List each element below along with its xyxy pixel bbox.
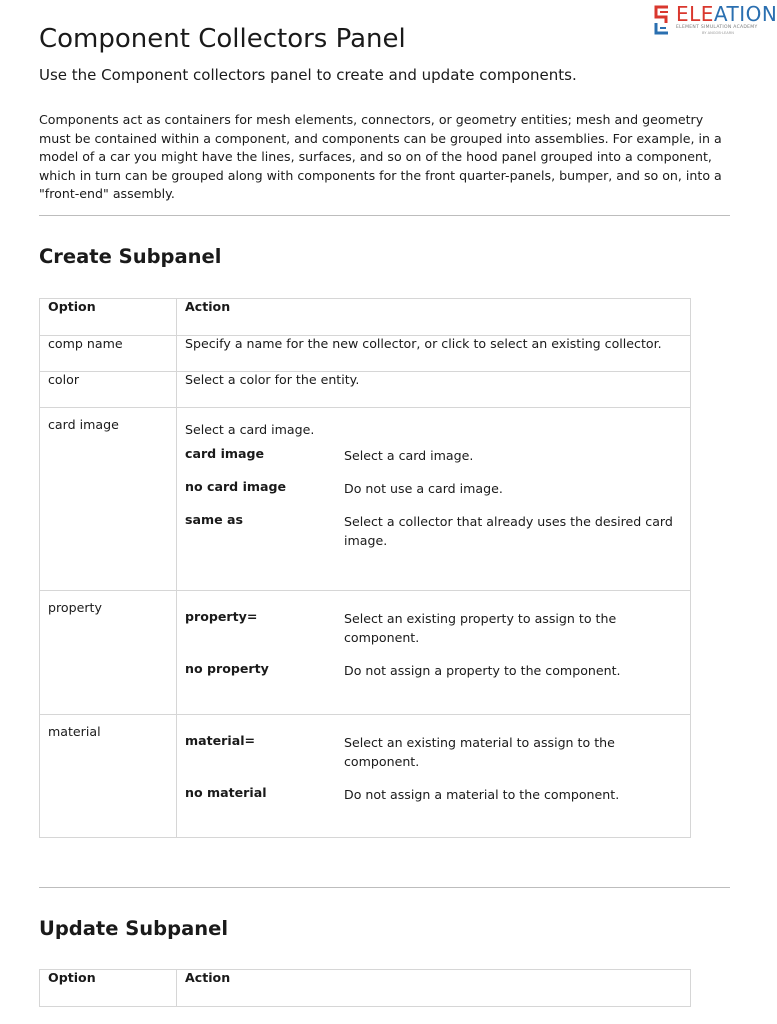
create-options-table [39, 298, 691, 838]
section-divider [39, 215, 730, 216]
page-title: Component Collectors Panel [39, 24, 406, 54]
option-cell: color [40, 372, 177, 408]
option-cell: property [40, 591, 177, 715]
sub-option-key: material= [185, 733, 256, 748]
sub-options [185, 609, 682, 680]
create-subpanel-heading: Create Subpanel [39, 245, 222, 268]
table-row [40, 336, 691, 372]
eleation-logo [652, 2, 777, 36]
table-row [40, 591, 691, 715]
logo-mark-icon [652, 4, 672, 36]
table-header-row [40, 970, 691, 1007]
option-cell: material [40, 715, 177, 838]
update-subpanel-heading: Update Subpanel [39, 917, 229, 940]
sub-option-value: Do not assign a material to the component. [344, 787, 620, 802]
sub-option-key: property= [185, 609, 258, 624]
column-header-action: Action [177, 970, 691, 1007]
sub-option-value: Do not use a card image. [344, 481, 503, 496]
sub-option-value: Do not assign a property to the component. [344, 663, 621, 678]
column-header-option: Option [40, 970, 177, 1007]
action-cell: Select a color for the entity. [177, 372, 691, 408]
update-options-table [39, 969, 691, 1007]
action-cell [177, 591, 691, 715]
column-header-action: Action [177, 299, 691, 336]
table-row [40, 372, 691, 408]
option-cell: comp name [40, 336, 177, 372]
sub-option-key: card image [185, 446, 265, 461]
option-cell: card image [40, 408, 177, 591]
action-cell [177, 715, 691, 838]
sub-option-value: Select an existing property to assign to the component. [344, 611, 617, 645]
sub-option-key: no material [185, 785, 267, 800]
action-cell [177, 408, 691, 591]
sub-option-key: same as [185, 512, 244, 527]
logo-tagline: ELEMENT SIMULATION ACADEMY [676, 25, 758, 30]
intro-paragraph: Components act as containers for mesh elements, connectors, or geometry entities; mesh and geometry must be contained within a component, and components can be grouped into assemblies. For example, in a model of a car you might have the lines, surfaces, and so on of the hood panel grouped into a component, which in turn can be grouped along with components for the front quarter-panels, bumper, and so on, into a "front-end" assembly. [39, 112, 722, 201]
action-cell: Specify a name for the new collector, or click to select an existing collector. [177, 336, 691, 372]
sub-option-value: Select a collector that already uses the desired card image. [344, 514, 673, 548]
section-divider [39, 887, 730, 888]
logo-subline: BY ANGOB·LEARN [702, 31, 734, 35]
sub-option-key: no card image [185, 479, 287, 494]
table-row [40, 408, 691, 591]
sub-options [185, 446, 682, 550]
sub-options [185, 733, 682, 804]
table-header-row [40, 299, 691, 336]
sub-option-value: Select a card image. [344, 448, 474, 463]
sub-option-value: Select an existing material to assign to the component. [344, 735, 615, 769]
column-header-option: Option [40, 299, 177, 336]
logo-wordmark: ELEATION [676, 2, 777, 26]
page-subtitle: Use the Component collectors panel to create and update components. [39, 66, 577, 84]
table-row [40, 715, 691, 838]
action-lead-text: Select a card image. [185, 422, 315, 437]
sub-option-key: no property [185, 661, 269, 676]
